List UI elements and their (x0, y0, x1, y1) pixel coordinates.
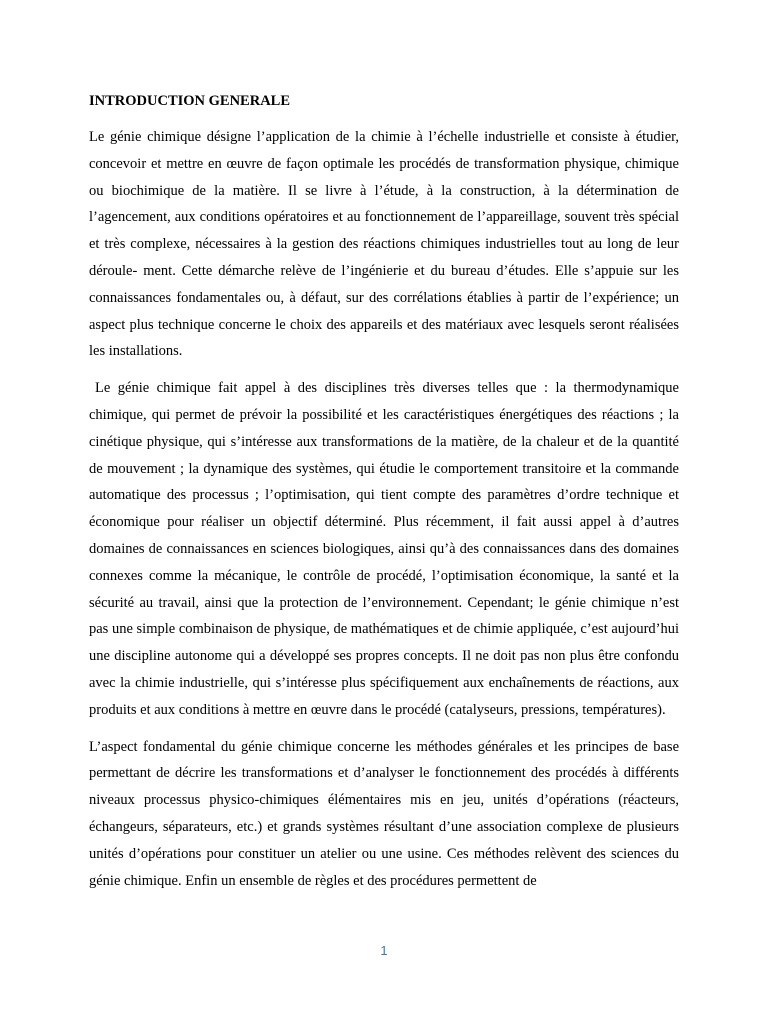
paragraph-3: L’aspect fondamental du génie chimique concerne les méthodes générales et les principes de base permettant de décrire les transformations et d’analyser le fonctionnement des procédés à différents niveaux processus physico-chimiques élémentaires mis en jeu, unités d’opérations (réacteurs, échangeurs, séparateurs, etc.) et grands systèmes résultant d’une association complexe de plusieurs unités d’opérations pour constituer un atelier ou une usine. Ces méthodes relèvent des sciences du génie chimique. Enfin un ensemble de règles et des procédures permettent de (89, 738, 679, 889)
page-number: 1 (380, 943, 388, 958)
document-page (89, 88, 679, 904)
paragraph-1: Le génie chimique désigne l’application de la chimie à l’échelle industrielle et consiste à étudier, concevoir et mettre en œuvre de façon optimale les procédés de transformation physique, chimique ou biochimique de la matière. Il se livre à l’étude, à la construction, à la détermination de l’agencement, aux conditions opératoires et au fonctionnement de l’appareillage, souvent très spécial et très complexe, nécessaires à la gestion des réactions chimiques industrielles tout au long de leur déroule- ment. Cette démarche relève de l’ingénierie et du bureau d’études. Elle s’appuie sur les connaissances fondamentales ou, à défaut, sur des corrélations établies à partir de l’expérience; un aspect plus technique concerne le choix des appareils et des matériaux avec lesquels seront réalisées les installations. (89, 129, 679, 360)
document-heading: INTRODUCTION GENERALE (89, 93, 291, 109)
paragraph-2: Le génie chimique fait appel à des disciplines très diverses telles que : la thermodynamique chimique, qui permet de prévoir la possibilité et les caractéristiques énergétiques des réactions ; la cinétique physique, qui s’intéresse aux transformations de la matière, de la chaleur et de la quantité de mouvement ; la dynamique des systèmes, qui étudie le comportement transitoire et la commande automatique des processus ; l’optimisation, qui tient compte des paramètres d’ordre technique et économique pour réaliser un objectif déterminé. Plus récemment, il fait aussi appel à d’autres domaines de connaissances en sciences biologiques, ainsi qu’à des connaissances dans des domaines connexes comme la mécanique, le contrôle de procédé, l’optimisation économique, la santé et la sécurité au travail, ainsi que la protection de l’environnement. Cependant; le génie chimique n’est pas une simple combinaison de physique, de mathématiques et de chimie appliquée, c’est aujourd’hui une discipline autonome qui a développé ses propres concepts. Il ne doit pas non plus être confondu avec la chimie industrielle, qui s’intéresse plus spécifiquement aux enchaînements de réactions, aux produits et aux conditions à mettre en œuvre dans le procédé (catalyseurs, pressions, températures). (89, 380, 679, 718)
